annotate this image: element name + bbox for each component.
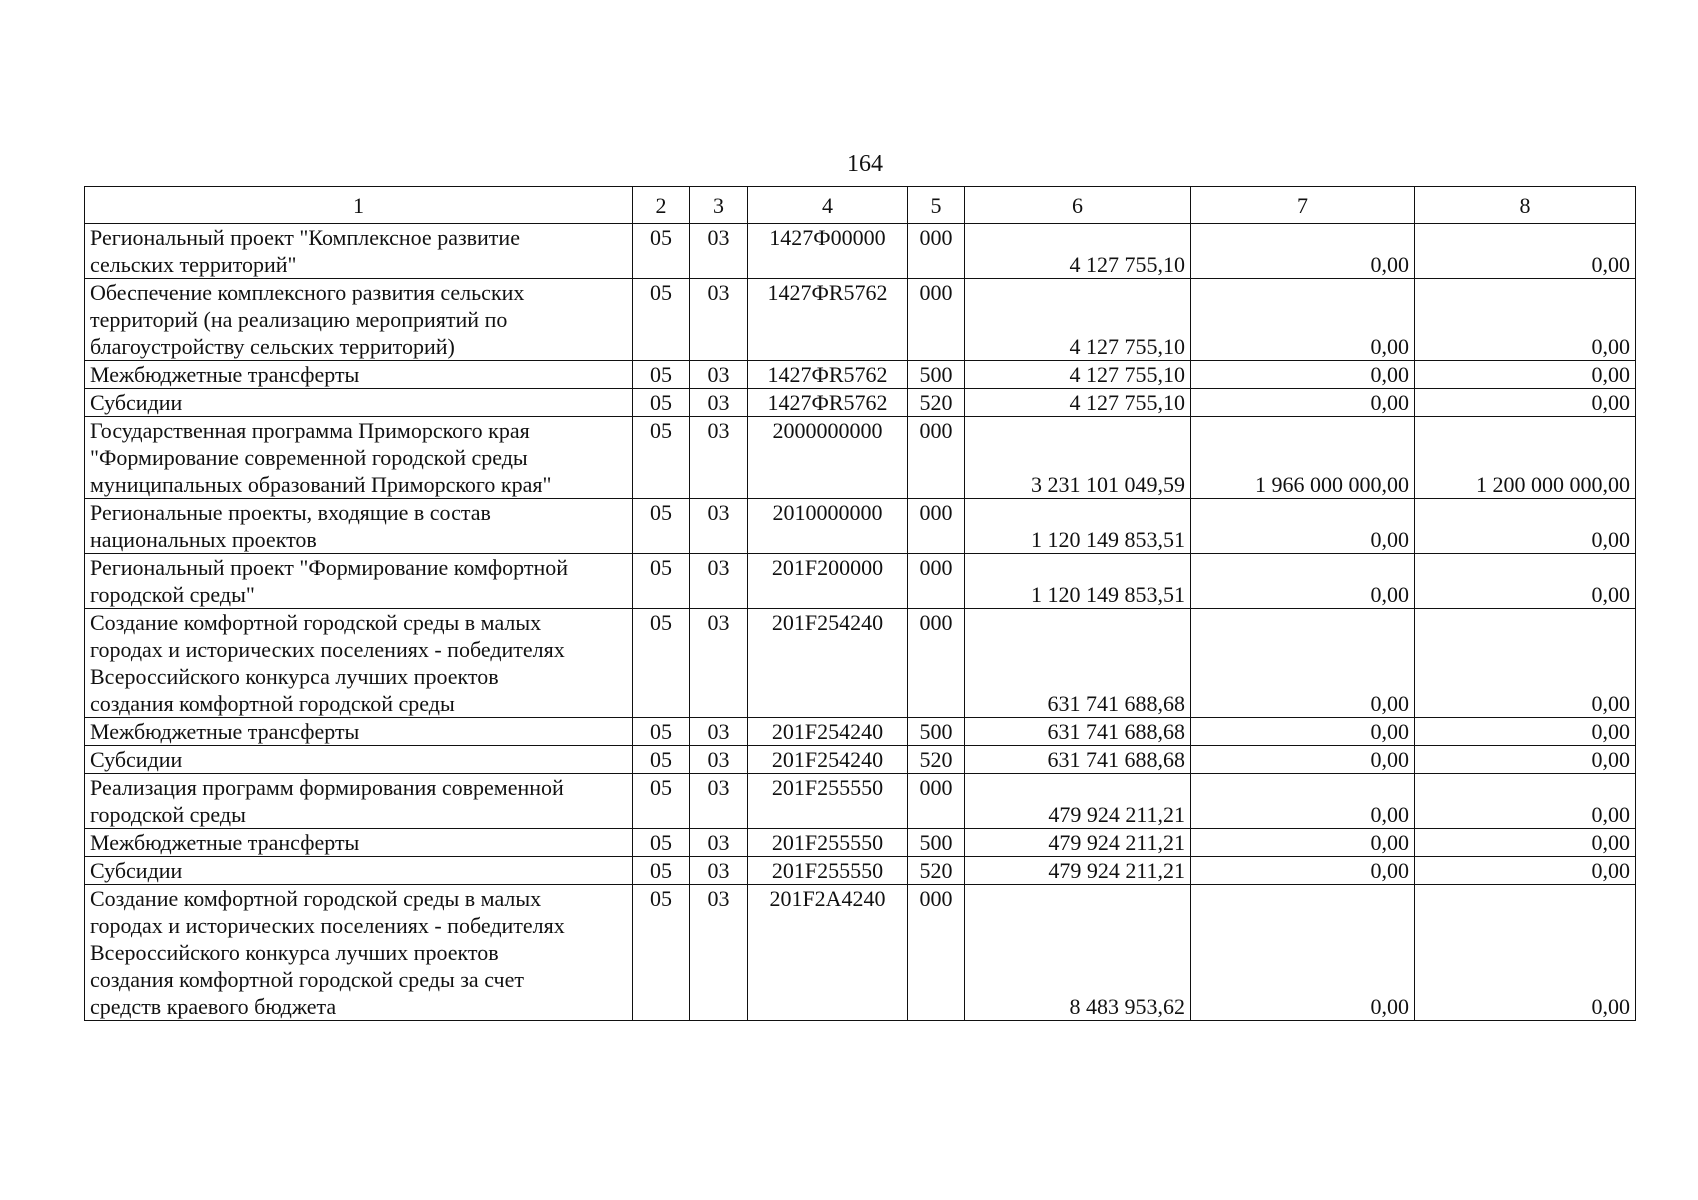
subsection-code-cell: 03 bbox=[690, 417, 748, 499]
amount-col6-cell: 479 924 211,21 bbox=[965, 829, 1191, 857]
header-col-5: 5 bbox=[908, 187, 965, 224]
amount-col8-cell: 0,00 bbox=[1415, 361, 1636, 389]
row-name-cell: Государственная программа Приморского края "Формирование современной городской среды муниципальных образований Приморского края" bbox=[85, 417, 633, 499]
row-name-cell: Создание комфортной городской среды в малых городах и исторических поселениях - победителях Всероссийского конкурса лучших проектов создания комфортной городской среды bbox=[85, 609, 633, 718]
section-code-cell: 05 bbox=[633, 829, 690, 857]
amount-col8-cell: 0,00 bbox=[1415, 609, 1636, 718]
amount-col7-cell: 0,00 bbox=[1191, 224, 1415, 279]
section-code-cell: 05 bbox=[633, 389, 690, 417]
page-number: 164 bbox=[847, 151, 883, 177]
amount-col8-cell: 0,00 bbox=[1415, 499, 1636, 554]
amount-col7-cell: 0,00 bbox=[1191, 829, 1415, 857]
subsection-code-cell: 03 bbox=[690, 554, 748, 609]
section-code-cell: 05 bbox=[633, 857, 690, 885]
header-col-2: 2 bbox=[633, 187, 690, 224]
table-row bbox=[85, 857, 1636, 885]
target-item-cell: 201F200000 bbox=[748, 554, 908, 609]
table-row bbox=[85, 554, 1636, 609]
amount-col6-cell: 1 120 149 853,51 bbox=[965, 499, 1191, 554]
header-col-6: 6 bbox=[965, 187, 1191, 224]
header-col-7: 7 bbox=[1191, 187, 1415, 224]
expense-type-cell: 000 bbox=[908, 554, 965, 609]
amount-col8-cell: 0,00 bbox=[1415, 389, 1636, 417]
subsection-code-cell: 03 bbox=[690, 609, 748, 718]
expense-type-cell: 520 bbox=[908, 746, 965, 774]
table-row bbox=[85, 279, 1636, 361]
table-row bbox=[85, 885, 1636, 1021]
section-code-cell: 05 bbox=[633, 718, 690, 746]
amount-col7-cell: 0,00 bbox=[1191, 554, 1415, 609]
amount-col6-cell: 8 483 953,62 bbox=[965, 885, 1191, 1021]
target-item-cell: 201F254240 bbox=[748, 746, 908, 774]
row-name-cell: Межбюджетные трансферты bbox=[85, 829, 633, 857]
section-code-cell: 05 bbox=[633, 554, 690, 609]
row-name-cell: Региональные проекты, входящие в состав национальных проектов bbox=[85, 499, 633, 554]
target-item-cell: 201F255550 bbox=[748, 829, 908, 857]
expense-type-cell: 500 bbox=[908, 361, 965, 389]
target-item-cell: 201F254240 bbox=[748, 609, 908, 718]
section-code-cell: 05 bbox=[633, 361, 690, 389]
target-item-cell: 2000000000 bbox=[748, 417, 908, 499]
amount-col6-cell: 479 924 211,21 bbox=[965, 774, 1191, 829]
header-col-3: 3 bbox=[690, 187, 748, 224]
amount-col7-cell: 0,00 bbox=[1191, 718, 1415, 746]
subsection-code-cell: 03 bbox=[690, 774, 748, 829]
subsection-code-cell: 03 bbox=[690, 224, 748, 279]
amount-col8-cell: 0,00 bbox=[1415, 718, 1636, 746]
expense-type-cell: 500 bbox=[908, 829, 965, 857]
table-row bbox=[85, 609, 1636, 718]
expense-type-cell: 000 bbox=[908, 499, 965, 554]
target-item-cell: 2010000000 bbox=[748, 499, 908, 554]
amount-col7-cell: 0,00 bbox=[1191, 389, 1415, 417]
subsection-code-cell: 03 bbox=[690, 885, 748, 1021]
subsection-code-cell: 03 bbox=[690, 361, 748, 389]
amount-col7-cell: 0,00 bbox=[1191, 746, 1415, 774]
row-name-cell: Межбюджетные трансферты bbox=[85, 718, 633, 746]
table-row bbox=[85, 718, 1636, 746]
row-name-cell: Субсидии bbox=[85, 857, 633, 885]
subsection-code-cell: 03 bbox=[690, 746, 748, 774]
expense-type-cell: 000 bbox=[908, 279, 965, 361]
section-code-cell: 05 bbox=[633, 885, 690, 1021]
section-code-cell: 05 bbox=[633, 609, 690, 718]
subsection-code-cell: 03 bbox=[690, 718, 748, 746]
amount-col8-cell: 0,00 bbox=[1415, 554, 1636, 609]
table-row bbox=[85, 499, 1636, 554]
amount-col7-cell: 0,00 bbox=[1191, 499, 1415, 554]
target-item-cell: 201F255550 bbox=[748, 857, 908, 885]
amount-col6-cell: 4 127 755,10 bbox=[965, 224, 1191, 279]
expense-type-cell: 520 bbox=[908, 857, 965, 885]
amount-col7-cell: 0,00 bbox=[1191, 774, 1415, 829]
subsection-code-cell: 03 bbox=[690, 857, 748, 885]
table-row bbox=[85, 829, 1636, 857]
section-code-cell: 05 bbox=[633, 224, 690, 279]
amount-col8-cell: 0,00 bbox=[1415, 885, 1636, 1021]
expense-type-cell: 000 bbox=[908, 609, 965, 718]
target-item-cell: 1427ФR5762 bbox=[748, 361, 908, 389]
amount-col8-cell: 0,00 bbox=[1415, 746, 1636, 774]
row-name-cell: Региональный проект "Комплексное развитие сельских территорий" bbox=[85, 224, 633, 279]
row-name-cell: Субсидии bbox=[85, 389, 633, 417]
table-row bbox=[85, 361, 1636, 389]
amount-col8-cell: 0,00 bbox=[1415, 857, 1636, 885]
amount-col8-cell: 0,00 bbox=[1415, 774, 1636, 829]
subsection-code-cell: 03 bbox=[690, 279, 748, 361]
target-item-cell: 1427ФR5762 bbox=[748, 389, 908, 417]
amount-col6-cell: 1 120 149 853,51 bbox=[965, 554, 1191, 609]
row-name-cell: Создание комфортной городской среды в малых городах и исторических поселениях - победителях Всероссийского конкурса лучших проектов создания комфортной городской среды за счет средств краевого бюджета bbox=[85, 885, 633, 1021]
amount-col6-cell: 3 231 101 049,59 bbox=[965, 417, 1191, 499]
amount-col7-cell: 0,00 bbox=[1191, 361, 1415, 389]
header-col-1: 1 bbox=[85, 187, 633, 224]
amount-col6-cell: 4 127 755,10 bbox=[965, 389, 1191, 417]
expense-type-cell: 000 bbox=[908, 224, 965, 279]
row-name-cell: Реализация программ формирования современной городской среды bbox=[85, 774, 633, 829]
table-row bbox=[85, 774, 1636, 829]
amount-col7-cell: 0,00 bbox=[1191, 885, 1415, 1021]
amount-col6-cell: 479 924 211,21 bbox=[965, 857, 1191, 885]
expense-type-cell: 000 bbox=[908, 774, 965, 829]
header-row bbox=[85, 187, 1636, 224]
row-name-cell: Обеспечение комплексного развития сельских территорий (на реализацию мероприятий по благоустройству сельских территорий) bbox=[85, 279, 633, 361]
amount-col6-cell: 4 127 755,10 bbox=[965, 279, 1191, 361]
amount-col8-cell: 0,00 bbox=[1415, 829, 1636, 857]
target-item-cell: 1427ФR5762 bbox=[748, 279, 908, 361]
target-item-cell: 201F254240 bbox=[748, 718, 908, 746]
budget-table bbox=[84, 186, 1636, 1021]
amount-col7-cell: 1 966 000 000,00 bbox=[1191, 417, 1415, 499]
table-row bbox=[85, 224, 1636, 279]
target-item-cell: 1427Ф00000 bbox=[748, 224, 908, 279]
table-row bbox=[85, 746, 1636, 774]
expense-type-cell: 520 bbox=[908, 389, 965, 417]
amount-col8-cell: 1 200 000 000,00 bbox=[1415, 417, 1636, 499]
amount-col7-cell: 0,00 bbox=[1191, 609, 1415, 718]
amount-col6-cell: 631 741 688,68 bbox=[965, 718, 1191, 746]
amount-col6-cell: 631 741 688,68 bbox=[965, 609, 1191, 718]
header-col-8: 8 bbox=[1415, 187, 1636, 224]
amount-col6-cell: 631 741 688,68 bbox=[965, 746, 1191, 774]
row-name-cell: Региональный проект "Формирование комфортной городской среды" bbox=[85, 554, 633, 609]
section-code-cell: 05 bbox=[633, 279, 690, 361]
table-row bbox=[85, 389, 1636, 417]
table-row bbox=[85, 417, 1636, 499]
target-item-cell: 201F2A4240 bbox=[748, 885, 908, 1021]
section-code-cell: 05 bbox=[633, 417, 690, 499]
row-name-cell: Межбюджетные трансферты bbox=[85, 361, 633, 389]
expense-type-cell: 000 bbox=[908, 417, 965, 499]
table-body bbox=[85, 187, 1636, 1021]
subsection-code-cell: 03 bbox=[690, 829, 748, 857]
amount-col8-cell: 0,00 bbox=[1415, 224, 1636, 279]
subsection-code-cell: 03 bbox=[690, 389, 748, 417]
row-name-cell: Субсидии bbox=[85, 746, 633, 774]
section-code-cell: 05 bbox=[633, 499, 690, 554]
expense-type-cell: 500 bbox=[908, 718, 965, 746]
amount-col8-cell: 0,00 bbox=[1415, 279, 1636, 361]
amount-col7-cell: 0,00 bbox=[1191, 857, 1415, 885]
amount-col6-cell: 4 127 755,10 bbox=[965, 361, 1191, 389]
section-code-cell: 05 bbox=[633, 746, 690, 774]
header-col-4: 4 bbox=[748, 187, 908, 224]
target-item-cell: 201F255550 bbox=[748, 774, 908, 829]
expense-type-cell: 000 bbox=[908, 885, 965, 1021]
subsection-code-cell: 03 bbox=[690, 499, 748, 554]
amount-col7-cell: 0,00 bbox=[1191, 279, 1415, 361]
section-code-cell: 05 bbox=[633, 774, 690, 829]
